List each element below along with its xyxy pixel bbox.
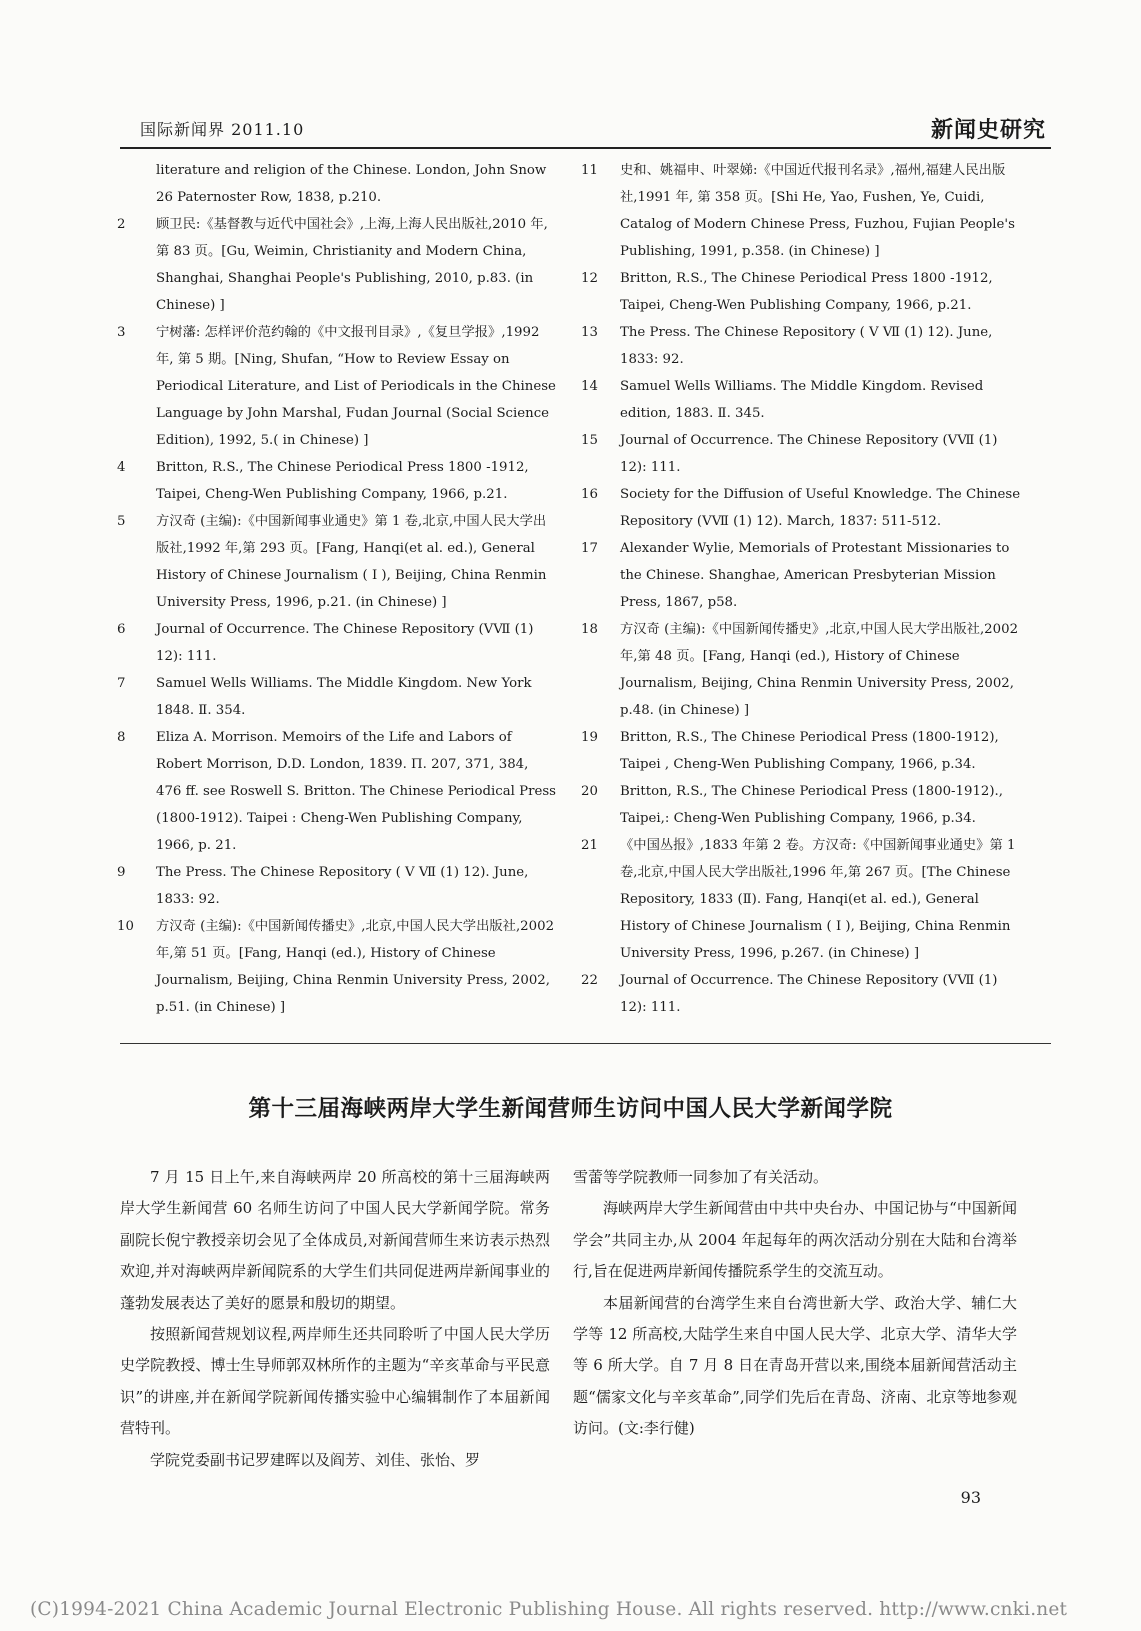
reference-number: 14 xyxy=(581,379,598,394)
reference-item xyxy=(581,535,1021,616)
reference-item xyxy=(581,265,1021,319)
reference-item xyxy=(117,913,557,1021)
reference-number: 10 xyxy=(117,919,134,934)
reference-item xyxy=(581,427,1021,481)
reference-number: 21 xyxy=(581,838,598,853)
article-paragraph: 本届新闻营的台湾学生来自台湾世新大学、政治大学、辅仁大学等 12 所高校,大陆学生来自中国人民大学、北京大学、清华大学等 6 所大学。自 7 月 8 日在青岛开营以来,围绕本届新闻营活动主题“儒家文化与辛亥革命”,同学们先后在青岛、济南、北京等地参观访问。(文:李行健) xyxy=(573,1293,1017,1438)
reference-item xyxy=(581,373,1021,427)
reference-text: 《中国丛报》,1833 年第 2 卷。方汉奇:《中国新闻事业通史》第 1 卷,北京,中国人民大学出版社,1996 年,第 267 页。[The Chinese Repository, 1833 (Ⅱ). Fang, Hanqi(et al. ed.), General History of Chinese Journalism ( Ⅰ ), Beijing, China Renmin University Press, 1996, p.267. (in Chinese) ] xyxy=(620,838,1016,961)
reference-item xyxy=(581,724,1021,778)
reference-number: 11 xyxy=(581,163,598,178)
reference-item xyxy=(117,319,557,454)
reference-number: 13 xyxy=(581,325,598,340)
reference-text: Journal of Occurrence. The Chinese Repository (ⅤⅦ (1) 12): 111. xyxy=(620,433,998,475)
reference-text: 方汉奇 (主编):《中国新闻事业通史》第 1 卷,北京,中国人民大学出版社,1992 年,第 293 页。[Fang, Hanqi(et al. ed.), General History of Chinese Journalism ( Ⅰ ), Beijing, China Renmin University Press, 1996, p.21. (in Chinese) ] xyxy=(156,514,547,610)
page-number: 93 xyxy=(960,1488,981,1507)
article-paragraph-continuation: 雪蕾等学院教师一同参加了有关活动。 xyxy=(573,1168,829,1186)
reference-text: 方汉奇 (主编):《中国新闻传播史》,北京,中国人民大学出版社,2002 年,第 51 页。[Fang, Hanqi (ed.), History of Chinese Journalism, Beijing, China Renmin University Press, 2002, p.51. (in Chinese) ] xyxy=(156,919,555,1015)
reference-text: Britton, R.S., The Chinese Periodical Press 1800 -1912, Taipei, Cheng-Wen Publishing Company, 1966, p.21. xyxy=(620,271,993,313)
reference-item xyxy=(117,508,557,616)
header-rule xyxy=(120,147,1051,149)
reference-text: literature and religion of the Chinese. London, John Snow 26 Paternoster Row, 1838, p.210. xyxy=(156,163,547,205)
section-title: 新闻史研究 xyxy=(930,118,1046,143)
reference-number: 22 xyxy=(581,973,598,988)
references-right-column xyxy=(581,157,1021,1021)
reference-item xyxy=(581,319,1021,373)
article-right-column xyxy=(573,1162,1017,1445)
references-left-column xyxy=(117,157,557,1021)
reference-text: Britton, R.S., The Chinese Periodical Press 1800 -1912, Taipei, Cheng-Wen Publishing Company, 1966, p.21. xyxy=(156,460,529,502)
reference-item xyxy=(117,211,557,319)
reference-text: Britton, R.S., The Chinese Periodical Press (1800-1912), Taipei , Cheng-Wen Publishing Company, 1966, p.34. xyxy=(620,730,999,772)
reference-text: 方汉奇 (主编):《中国新闻传播史》,北京,中国人民大学出版社,2002 年,第 48 页。[Fang, Hanqi (ed.), History of Chinese Journalism, Beijing, China Renmin University Press, 2002, p.48. (in Chinese) ] xyxy=(620,622,1019,718)
reference-number: 9 xyxy=(117,865,126,880)
article-title: 第十三届海峡两岸大学生新闻营师生访问中国人民大学新闻学院 xyxy=(248,1096,893,1122)
reference-number: 5 xyxy=(117,514,126,529)
reference-number: 16 xyxy=(581,487,598,502)
reference-text: 顾卫民:《基督教与近代中国社会》,上海,上海人民出版社,2010 年, 第 83 页。[Gu, Weimin, Christianity and Modern China, Shanghai, Shanghai People's Publishing, 2010, p.83. (in Chinese) ] xyxy=(156,217,548,313)
reference-text: 史和、姚福申、叶翠娣:《中国近代报刊名录》,福州,福建人民出版社,1991 年, 第 358 页。[Shi He, Yao, Fushen, Ye, Cuidi, Catalog of Modern Chinese Press, Fuzhou, Fujian People's Publishing, 1991, p.358. (in Chinese) ] xyxy=(620,163,1015,259)
reference-item xyxy=(117,454,557,508)
reference-number: 17 xyxy=(581,541,598,556)
reference-item xyxy=(117,859,557,913)
reference-number: 8 xyxy=(117,730,126,745)
article-paragraph: 按照新闻营规划议程,两岸师生还共同聆听了中国人民大学历史学院教授、博士生导师郭双林所作的主题为“辛亥革命与平民意识”的讲座,并在新闻学院新闻传播实验中心编辑制作了本届新闻营特刊。 xyxy=(120,1325,550,1438)
reference-number: 2 xyxy=(117,217,126,232)
reference-text: Samuel Wells Williams. The Middle Kingdom. Revised edition, 1883. Ⅱ. 345. xyxy=(620,379,984,421)
article-left-column xyxy=(120,1162,550,1476)
reference-number: 20 xyxy=(581,784,598,799)
section-divider xyxy=(120,1043,1051,1044)
reference-number: 6 xyxy=(117,622,126,637)
reference-item xyxy=(581,616,1021,724)
reference-item xyxy=(581,481,1021,535)
reference-number: 18 xyxy=(581,622,598,637)
reference-text: Britton, R.S., The Chinese Periodical Press (1800-1912)., Taipei,: Cheng-Wen Publishing Company, 1966, p.34. xyxy=(620,784,1004,826)
reference-item xyxy=(117,616,557,670)
reference-item xyxy=(581,967,1021,1021)
article-paragraph: 学院党委副书记罗建晖以及阎芳、刘佳、张怡、罗 xyxy=(150,1450,481,1469)
reference-text: Journal of Occurrence. The Chinese Repository (ⅤⅦ (1) 12): 111. xyxy=(620,973,998,1015)
reference-item xyxy=(117,670,557,724)
copyright-footer: (C)1994-2021 China Academic Journal Electronic Publishing House. All rights reserved. http://www.cnki.net xyxy=(30,1599,1068,1620)
reference-number: 7 xyxy=(117,676,126,691)
journal-title: 国际新闻界 2011.10 xyxy=(140,120,305,139)
reference-text: Eliza A. Morrison. Memoirs of the Life and Labors of Robert Morrison, D.D. London, 1839. Π. 207, 371, 384, 476 ff. see Roswell S. Britton. The Chinese Periodical Press (1800-1912). Taipei : Cheng-Wen Publishing Company, 1966, p. 21. xyxy=(156,730,556,853)
article-paragraph: 海峡两岸大学生新闻营由中共中央台办、中国记协与“中国新闻学会”共同主办,从 2004 年起每年的两次活动分别在大陆和台湾举行,旨在促进两岸新闻传播院系学生的交流互动。 xyxy=(573,1199,1017,1281)
reference-number: 19 xyxy=(581,730,598,745)
reference-text: Journal of Occurrence. The Chinese Repository (ⅤⅦ (1) 12): 111. xyxy=(156,622,534,664)
reference-number: 15 xyxy=(581,433,598,448)
reference-text: The Press. The Chinese Repository ( Ⅴ Ⅶ (1) 12). June, 1833: 92. xyxy=(620,325,993,367)
reference-number: 12 xyxy=(581,271,598,286)
reference-item xyxy=(581,778,1021,832)
article-paragraph: 7 月 15 日上午,来自海峡两岸 20 所高校的第十三届海峡两岸大学生新闻营 60 名师生访问了中国人民大学新闻学院。常务副院长倪宁教授亲切会见了全体成员,对新闻营师生来访表示热烈欢迎,并对海峡两岸新闻院系的大学生们共同促进两岸新闻事业的蓬勃发展表达了美好的愿景和殷切的期望。 xyxy=(120,1168,550,1312)
reference-text: Society for the Diffusion of Useful Knowledge. The Chinese Repository (ⅤⅦ (1) 12). March, 1837: 511-512. xyxy=(620,487,1021,529)
reference-text: 宁树藩: 怎样评价范约翰的《中文报刊目录》,《复旦学报》,1992 年, 第 5 期。[Ning, Shufan, “How to Review Essay on Periodical Literature, and List of Periodicals in the Chinese Language by John Marshal, Fudan Journal (Social Science Edition), 1992, 5.( in Chinese) ] xyxy=(156,325,556,448)
running-header xyxy=(140,113,1046,143)
reference-text: Samuel Wells Williams. The Middle Kingdom. New York 1848. Ⅱ. 354. xyxy=(156,676,532,718)
reference-item xyxy=(581,832,1021,967)
reference-text: The Press. The Chinese Repository ( Ⅴ Ⅶ (1) 12). June, 1833: 92. xyxy=(156,865,529,907)
reference-number: 4 xyxy=(117,460,126,475)
reference-number: 3 xyxy=(117,325,126,340)
reference-text: Alexander Wylie, Memorials of Protestant Missionaries to the Chinese. Shanghae, American Presbyterian Mission Press, 1867, p58. xyxy=(620,541,1010,610)
reference-item xyxy=(581,157,1021,265)
reference-item xyxy=(117,724,557,859)
reference-item xyxy=(117,157,557,211)
